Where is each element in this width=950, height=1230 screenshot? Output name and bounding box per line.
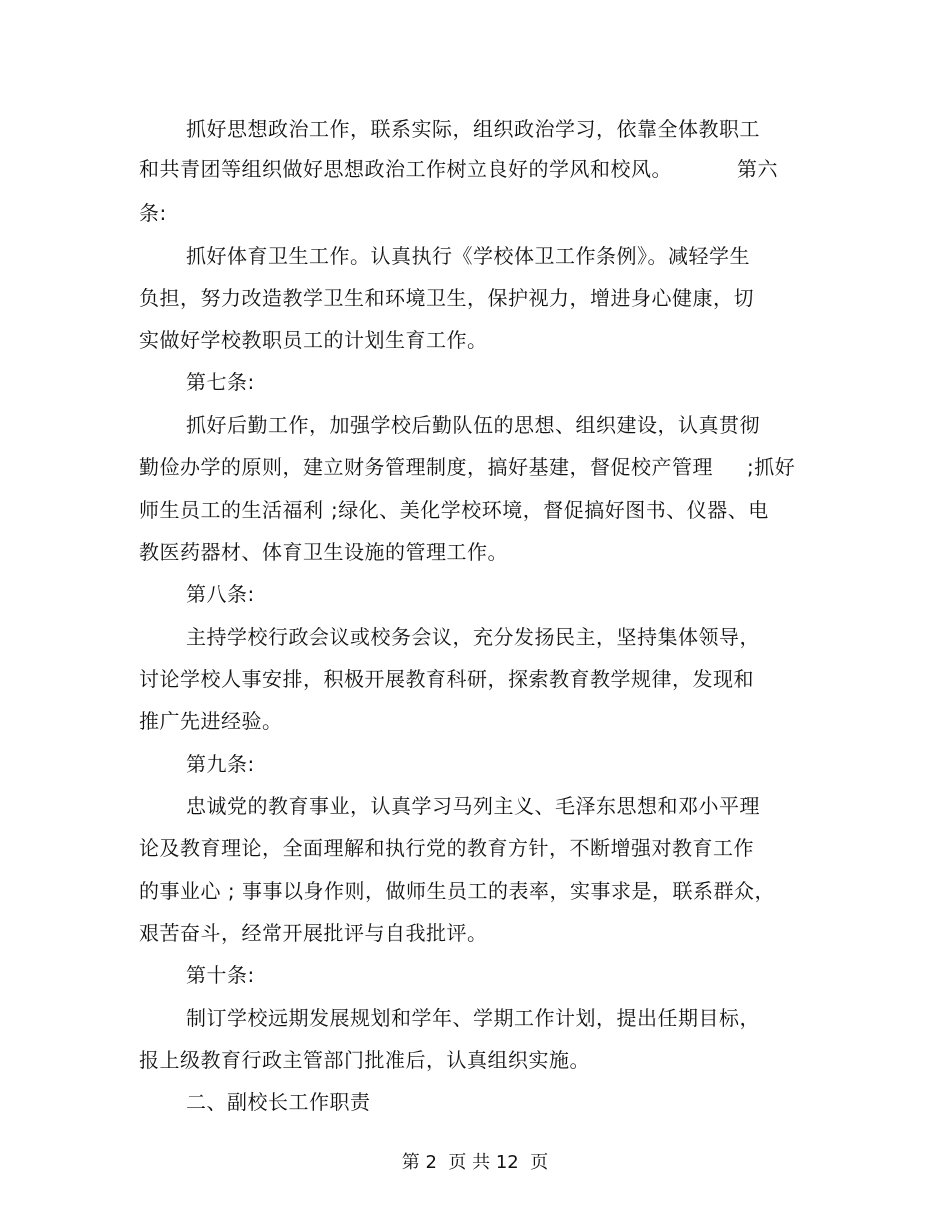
article-heading: 第八条: <box>186 582 255 606</box>
article-heading: 第九条: <box>186 752 255 776</box>
article-heading: 第七条: <box>186 370 255 394</box>
paragraph-line: 抓好后勤工作，加强学校后勤队伍的思想、组织建设，认真贯彻 <box>186 413 760 437</box>
article-heading: 第十条: <box>186 963 255 987</box>
paragraph-line: 艰苦奋斗，经常开展批评与自我批评。 <box>139 921 488 945</box>
paragraph-line: 师生员工的生活福利 <box>139 498 324 522</box>
paragraph-line: ;绿化、美化学校环境，督促搞好图书、仪器、电 <box>331 498 769 522</box>
paragraph-line: 忠诚党的教育事业，认真学习马列主义、毛泽东思想和邓小平理 <box>186 794 760 818</box>
paragraph-line: 抓好思想政治工作，联系实际，组织政治学习，依靠全体教职工 <box>186 117 760 141</box>
paragraph-line: 的事业心 ; 事事以身作则，做师生员工的表率，实事求是，联系群众， <box>139 879 775 903</box>
paragraph-line: 负担，努力改造教学卫生和环境卫生，保护视力，增进身心健康，切 <box>139 286 754 310</box>
paragraph-line: 讨论学校人事安排，积极开展教育科研，探索教育教学规律，发现和 <box>139 667 754 691</box>
paragraph-line: 实做好学校教职员工的计划生育工作。 <box>139 328 488 352</box>
page-number-footer: 第 2 页 共 12 页 <box>401 1152 549 1173</box>
paragraph-line: ;抓好 <box>747 455 796 479</box>
paragraph-line: 第六 <box>737 157 778 181</box>
paragraph-line: 和共青团等组织做好思想政治工作树立良好的学风和校风。 <box>139 157 672 181</box>
paragraph-line: 推广先进经验。 <box>139 709 283 733</box>
paragraph-line: 勤俭办学的原则，建立财务管理制度，搞好基建，督促校产管理 <box>139 455 713 479</box>
paragraph-line: 报上级教育行政主管部门批准后，认真组织实施。 <box>139 1048 590 1072</box>
paragraph-line: 条: <box>139 201 167 225</box>
paragraph-line: 抓好体育卫生工作。认真执行《学校体卫工作条例》。减轻学生 <box>186 244 750 268</box>
paragraph-line: 制订学校远期发展规划和学年、学期工作计划，提出任期目标， <box>186 1006 760 1030</box>
paragraph-line: 教医药器材、体育卫生设施的管理工作。 <box>139 540 508 564</box>
paragraph-line: 主持学校行政会议或校务会议，充分发扬民主，坚持集体领导， <box>186 625 760 649</box>
paragraph-line: 论及教育理论，全面理解和执行党的教育方针，不断增强对教育工作 <box>139 836 754 860</box>
section-heading: 二、副校长工作职责 <box>186 1090 371 1114</box>
